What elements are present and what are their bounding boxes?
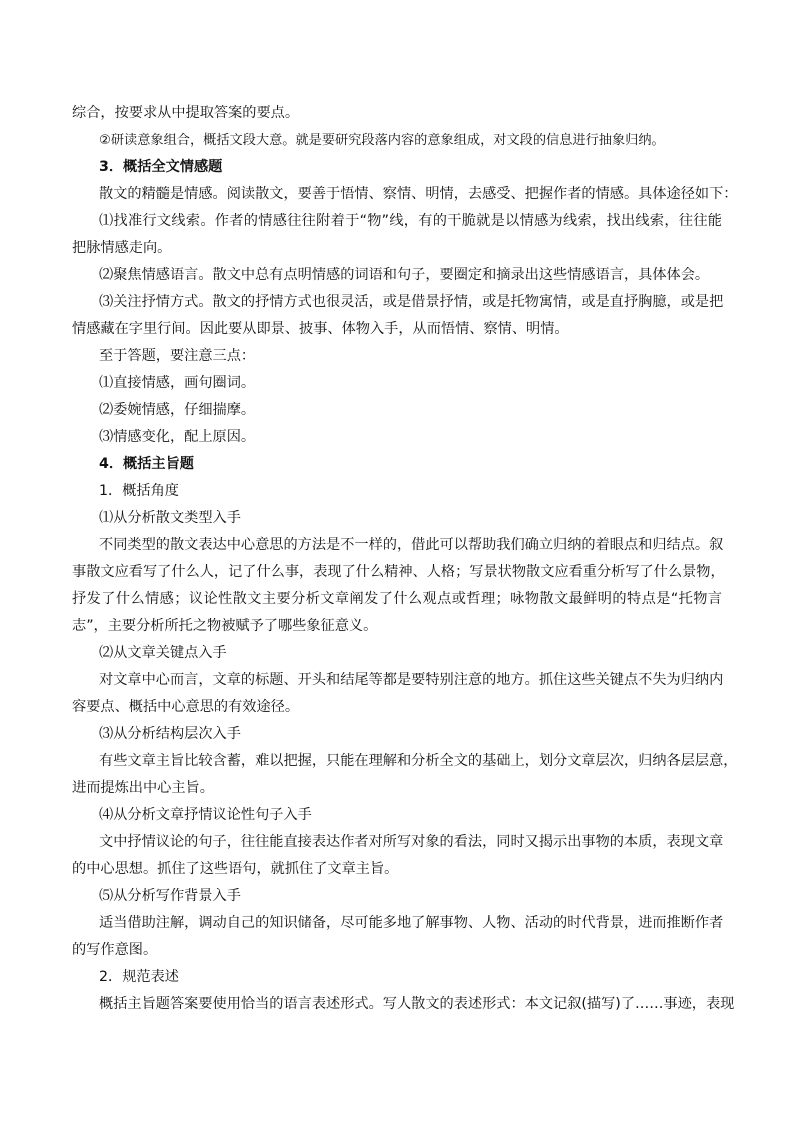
paragraph-line: 综合，按要求从中提取答案的要点。: [72, 105, 300, 121]
list-item: ⑵委婉情感，仔细揣摩。: [99, 402, 256, 418]
paragraph-line: 文中抒情议论的句子，往往能直接表达作者对所写对象的看法，同时又揭示出事物的本质，表现文章: [99, 834, 724, 850]
document-body: [72, 100, 738, 1018]
paragraph-line: ⑴找准行文线索。作者的情感往往附着于“物”线，有的干脆就是以情感为线索，找出线索，往往能: [99, 213, 722, 229]
paragraph-line: 情感藏在字里行间。因此要从即景、披事、体物入手，从而悟情、察情、明情。: [72, 321, 569, 337]
paragraph-line: 志”，主要分析所托之物被赋予了哪些象征意义。: [72, 618, 378, 634]
section-heading: 4．概括主旨题: [99, 456, 194, 472]
subsection-heading: 1．概括角度: [99, 483, 179, 499]
paragraph-line: ②研读意象组合，概括文段大意。就是要研究段落内容的意象组成，对文段的信息进行抽象归纳。: [99, 133, 665, 148]
subsection-heading: ⑶从分析结构层次入手: [99, 726, 241, 742]
paragraph-line: 至于答题，要注意三点：: [99, 348, 256, 364]
list-item: ⑶情感变化，配上原因。: [99, 429, 256, 445]
paragraph-line: 不同类型的散文表达中心意思的方法是不一样的，借此可以帮助我们确立归纳的着眼点和归结点。叙: [99, 537, 724, 553]
subsection-heading: 2．规范表述: [99, 969, 179, 985]
paragraph-line: ⑶关注抒情方式。散文的抒情方式也很灵活，或是借景抒情，或是托物寓情，或是直抒胸臆，或是把: [99, 294, 724, 310]
list-item: ⑴直接情感，画句圈词。: [99, 375, 256, 391]
paragraph-line: 的中心思想。抓住了这些语句，就抓住了文章主旨。: [72, 861, 399, 877]
paragraph-line: 抒发了什么情感；议论性散文主要分析文章阐发了什么观点或哲理；咏物散文最鲜明的特点是“托物言: [72, 591, 722, 607]
paragraph-line: 把脉情感走向。: [72, 240, 172, 256]
section-heading: 3．概括全文情感题: [99, 159, 223, 175]
paragraph-line: 进而提炼出中心主旨。: [72, 780, 214, 796]
paragraph-line: 有些文章主旨比较含蓄，难以把握，只能在理解和分析全文的基础上，划分文章层次，归纳各层层意，: [99, 753, 738, 769]
paragraph-line: 的写作意图。: [72, 942, 158, 958]
subsection-heading: ⑴从分析散文类型入手: [99, 510, 241, 526]
subsection-heading: ⑷从分析文章抒情议论性句子入手: [99, 807, 312, 823]
subsection-heading: ⑵从文章关键点入手: [99, 645, 227, 661]
paragraph-line: 事散文应看写了什么人，记了什么事，表现了什么精神、人格；写景状物散文应看重分析写了什么景物，: [72, 564, 725, 580]
paragraph-line: 对文章中心而言，文章的标题、开头和结尾等都是要特别注意的地方。抓住这些关键点不失为归纳内: [99, 672, 724, 688]
subsection-heading: ⑸从分析写作背景入手: [99, 888, 241, 904]
paragraph-line: ⑵聚焦情感语言。散文中总有点明情感的词语和句子，要圈定和摘录出这些情感语言，具体体会。: [99, 267, 710, 283]
paragraph-line: 适当借助注解，调动自己的知识储备，尽可能多地了解事物、人物、活动的时代背景，进而推断作者: [99, 915, 724, 931]
paragraph-line: 概括主旨题答案要使用恰当的语言表述形式。写人散文的表述形式：本文记叙(描写)了……事迹，表现: [99, 996, 735, 1012]
paragraph-line: 容要点、概括中心意思的有效途径。: [72, 699, 300, 715]
paragraph-line: 散文的精髓是情感。阅读散文，要善于悟情、察情、明情，去感受、把握作者的情感。具体途径如下：: [99, 186, 738, 202]
